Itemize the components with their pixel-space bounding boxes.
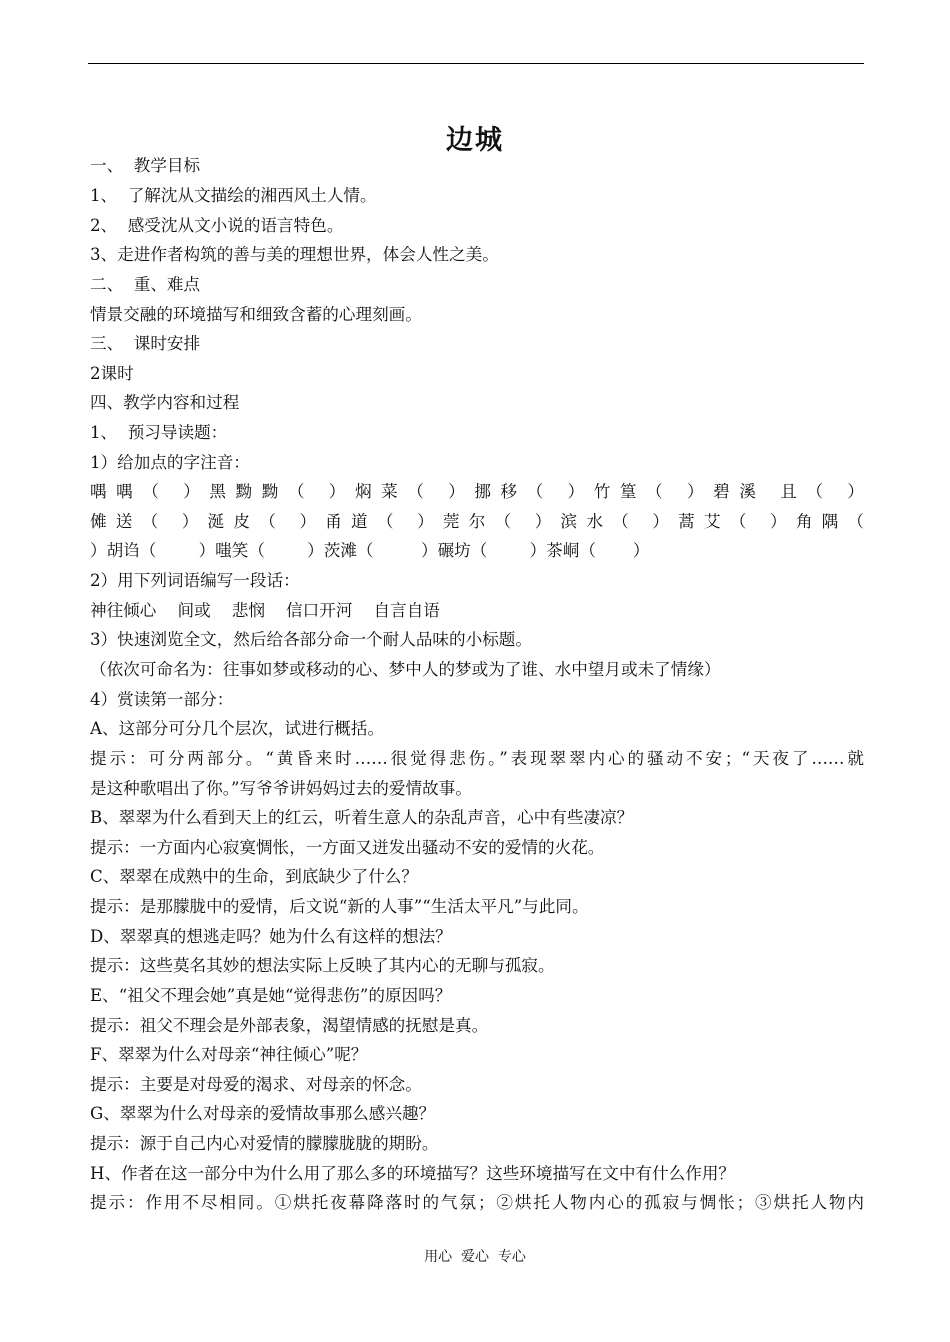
text-line: 情景交融的环境描写和细致含蓄的心理刻画。 bbox=[90, 305, 422, 324]
text-line: 3、走进作者构筑的善与美的理想世界，体会人性之美。 bbox=[90, 245, 499, 264]
text-line: 2）用下列词语编写一段话： bbox=[90, 571, 300, 590]
question-line: D、翠翠真的想逃走吗？她为什么有这样的想法？ bbox=[90, 927, 452, 946]
question-line: A、这部分可分几个层次，试进行概括。 bbox=[90, 719, 385, 738]
hint-line: 提示：是那朦胧中的爱情，后文说“新的人事”“生活太平凡”与此同。 bbox=[90, 897, 589, 916]
text-line: 1）给加点的字注音： bbox=[90, 453, 250, 472]
hint-line: 提示：可分两部分。“黄昏来时……很觉得悲伤。”表现翠翠内心的骚动不安；“天夜了……就 bbox=[90, 749, 864, 768]
question-line: G、翠翠为什么对母亲的爱情故事那么感兴趣？ bbox=[90, 1104, 436, 1123]
hint-line: 提示：祖父不理会是外部表象，渴望情感的抚慰是真。 bbox=[90, 1016, 489, 1035]
pinyin-blank-line: ）胡诌（ ）嗤笑（ ）茨滩（ ）碾坊（ ）茶峒（ ） bbox=[90, 541, 650, 560]
hint-line: 提示：作用不尽相同。①烘托夜幕降落时的气氛；②烘托人物内心的孤寂与惆怅；③烘托人物内 bbox=[90, 1193, 864, 1212]
text-line: 2、 感受沈从文小说的语言特色。 bbox=[90, 216, 344, 235]
hint-line: 提示：这些莫名其妙的想法实际上反映了其内心的无聊与孤寂。 bbox=[90, 956, 555, 975]
question-line: C、翠翠在成熟中的生命，到底缺少了什么？ bbox=[90, 867, 418, 886]
hint-line: 是这种歌唱出了你。”写爷爷讲妈妈过去的爱情故事。 bbox=[90, 779, 472, 798]
text-line: 神往倾心 间或 悲悯 信口开河 自言自语 bbox=[90, 601, 440, 620]
question-line: F、翠翠为什么对母亲“神往倾心”呢？ bbox=[90, 1045, 368, 1064]
text-line: 2课时 bbox=[90, 364, 134, 383]
question-line: B、翠翠为什么看到天上的红云，听着生意人的杂乱声音，心中有些凄凉？ bbox=[90, 808, 634, 827]
pinyin-blank-line: 傩送（ ）涎皮（ ）甬道（ ）莞尔（ ）滨水（ ）蒿艾（ ）角隅（ bbox=[90, 512, 864, 531]
question-line: H、作者在这一部分中为什么用了那么多的环境描写？这些环境描写在文中有什么作用？ bbox=[90, 1164, 736, 1183]
pinyin-blank-line: 喁喁（ ）黑黝黝（ ）焖菜（ ）挪移（ ）竹篁（ ）碧溪 且（ ） bbox=[90, 482, 864, 501]
section-heading: 二、 重、难点 bbox=[90, 275, 201, 294]
hint-line: 提示：一方面内心寂寞惆怅，一方面又迸发出骚动不安的爱情的火花。 bbox=[90, 838, 605, 857]
text-line: 1、 了解沈从文描绘的湘西风土人情。 bbox=[90, 186, 377, 205]
section-heading: 一、 教学目标 bbox=[90, 156, 201, 175]
text-line: 1、 预习导读题： bbox=[90, 423, 228, 442]
hint-line: 提示：源于自己内心对爱情的朦朦胧胧的期盼。 bbox=[90, 1134, 439, 1153]
hint-line: 提示：主要是对母爱的渴求、对母亲的怀念。 bbox=[90, 1075, 422, 1094]
page-footer: 用心 爱心 专心 bbox=[424, 1249, 526, 1265]
header-rule bbox=[88, 63, 864, 64]
question-line: E、“祖父不理会她”真是她“觉得悲伤”的原因吗？ bbox=[90, 986, 452, 1005]
section-heading: 三、 课时安排 bbox=[90, 334, 201, 353]
text-line: 4）赏读第一部分： bbox=[90, 690, 234, 709]
document-title: 边城 bbox=[446, 125, 504, 156]
section-heading: 四、教学内容和过程 bbox=[90, 393, 240, 412]
text-line: （依次可命名为：往事如梦或移动的心、梦中人的梦或为了谁、水中望月或未了情缘） bbox=[90, 660, 721, 679]
text-line: 3）快速浏览全文，然后给各部分命一个耐人品味的小标题。 bbox=[90, 630, 532, 649]
